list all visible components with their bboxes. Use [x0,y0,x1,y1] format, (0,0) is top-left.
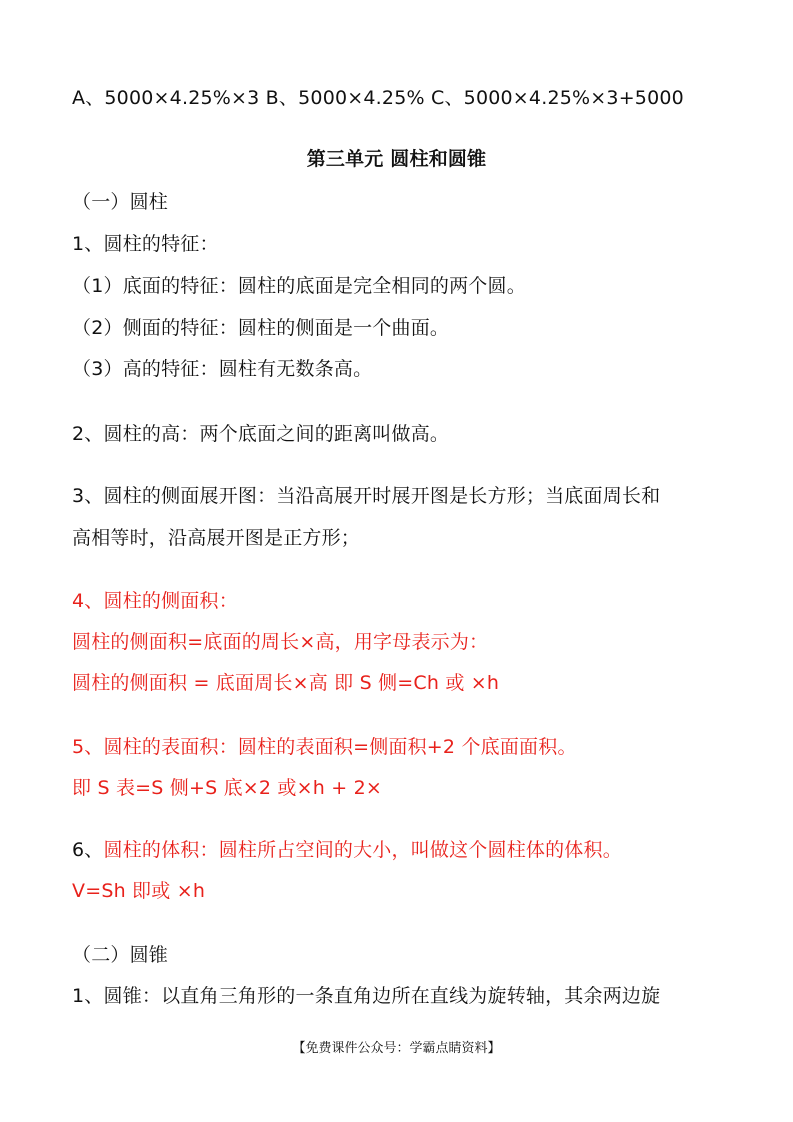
paragraph-cone-definition: 1、圆锥：以直角三角形的一条直角边所在直线为旋转轴，其余两边旋 [72,985,661,1007]
page-footer: 【免费课件公众号：学霸点睛资料】 [292,1041,501,1056]
paragraph-surface-area-formula: 即 S 表=S 侧+S 底×2 或×h + 2× [72,777,382,799]
paragraph-height-feature: （3）高的特征：圆柱有无数条高。 [72,358,373,380]
paragraph-surface-area: 5、圆柱的表面积：圆柱的表面积=侧面积+2 个底面面积。 [72,736,577,758]
paragraph-unfolded-view-2: 高相等时，沿高展开图是正方形； [72,527,361,549]
paragraph-cylinder-features: 1、圆柱的特征： [72,233,219,255]
answer-choices: A、5000×4.25%×3 B、5000×4.25% C、5000×4.25%×3+5000 [72,87,684,109]
section-heading-cone: （二）圆锥 [72,944,169,966]
paragraph-volume-formula: V=Sh 即或 ×h [72,880,206,902]
paragraph-unfolded-view-1: 3、圆柱的侧面展开图：当沿高展开时展开图是长方形；当底面周长和 [72,485,661,507]
section-heading-cylinder: （一）圆柱 [72,191,169,213]
paragraph-side-feature: （2）侧面的特征：圆柱的侧面是一个曲面。 [72,317,450,339]
paragraph-cylinder-height: 2、圆柱的高：两个底面之间的距离叫做高。 [72,423,450,445]
paragraph-lateral-area-def: 圆柱的侧面积=底面的周长×高，用字母表示为： [72,631,489,653]
volume-number: 6、 [72,839,104,861]
volume-definition: 圆柱的体积：圆柱所占空间的大小，叫做这个圆柱体的体积。 [103,839,622,861]
paragraph-base-feature: （1）底面的特征：圆柱的底面是完全相同的两个圆。 [72,275,526,297]
paragraph-volume [72,838,622,862]
paragraph-lateral-area-title: 4、圆柱的侧面积： [72,590,238,612]
paragraph-lateral-area-formula: 圆柱的侧面积 = 底面周长×高 即 S 侧=Ch 或 ×h [72,672,500,694]
unit-title: 第三单元 圆柱和圆锥 [306,148,487,170]
